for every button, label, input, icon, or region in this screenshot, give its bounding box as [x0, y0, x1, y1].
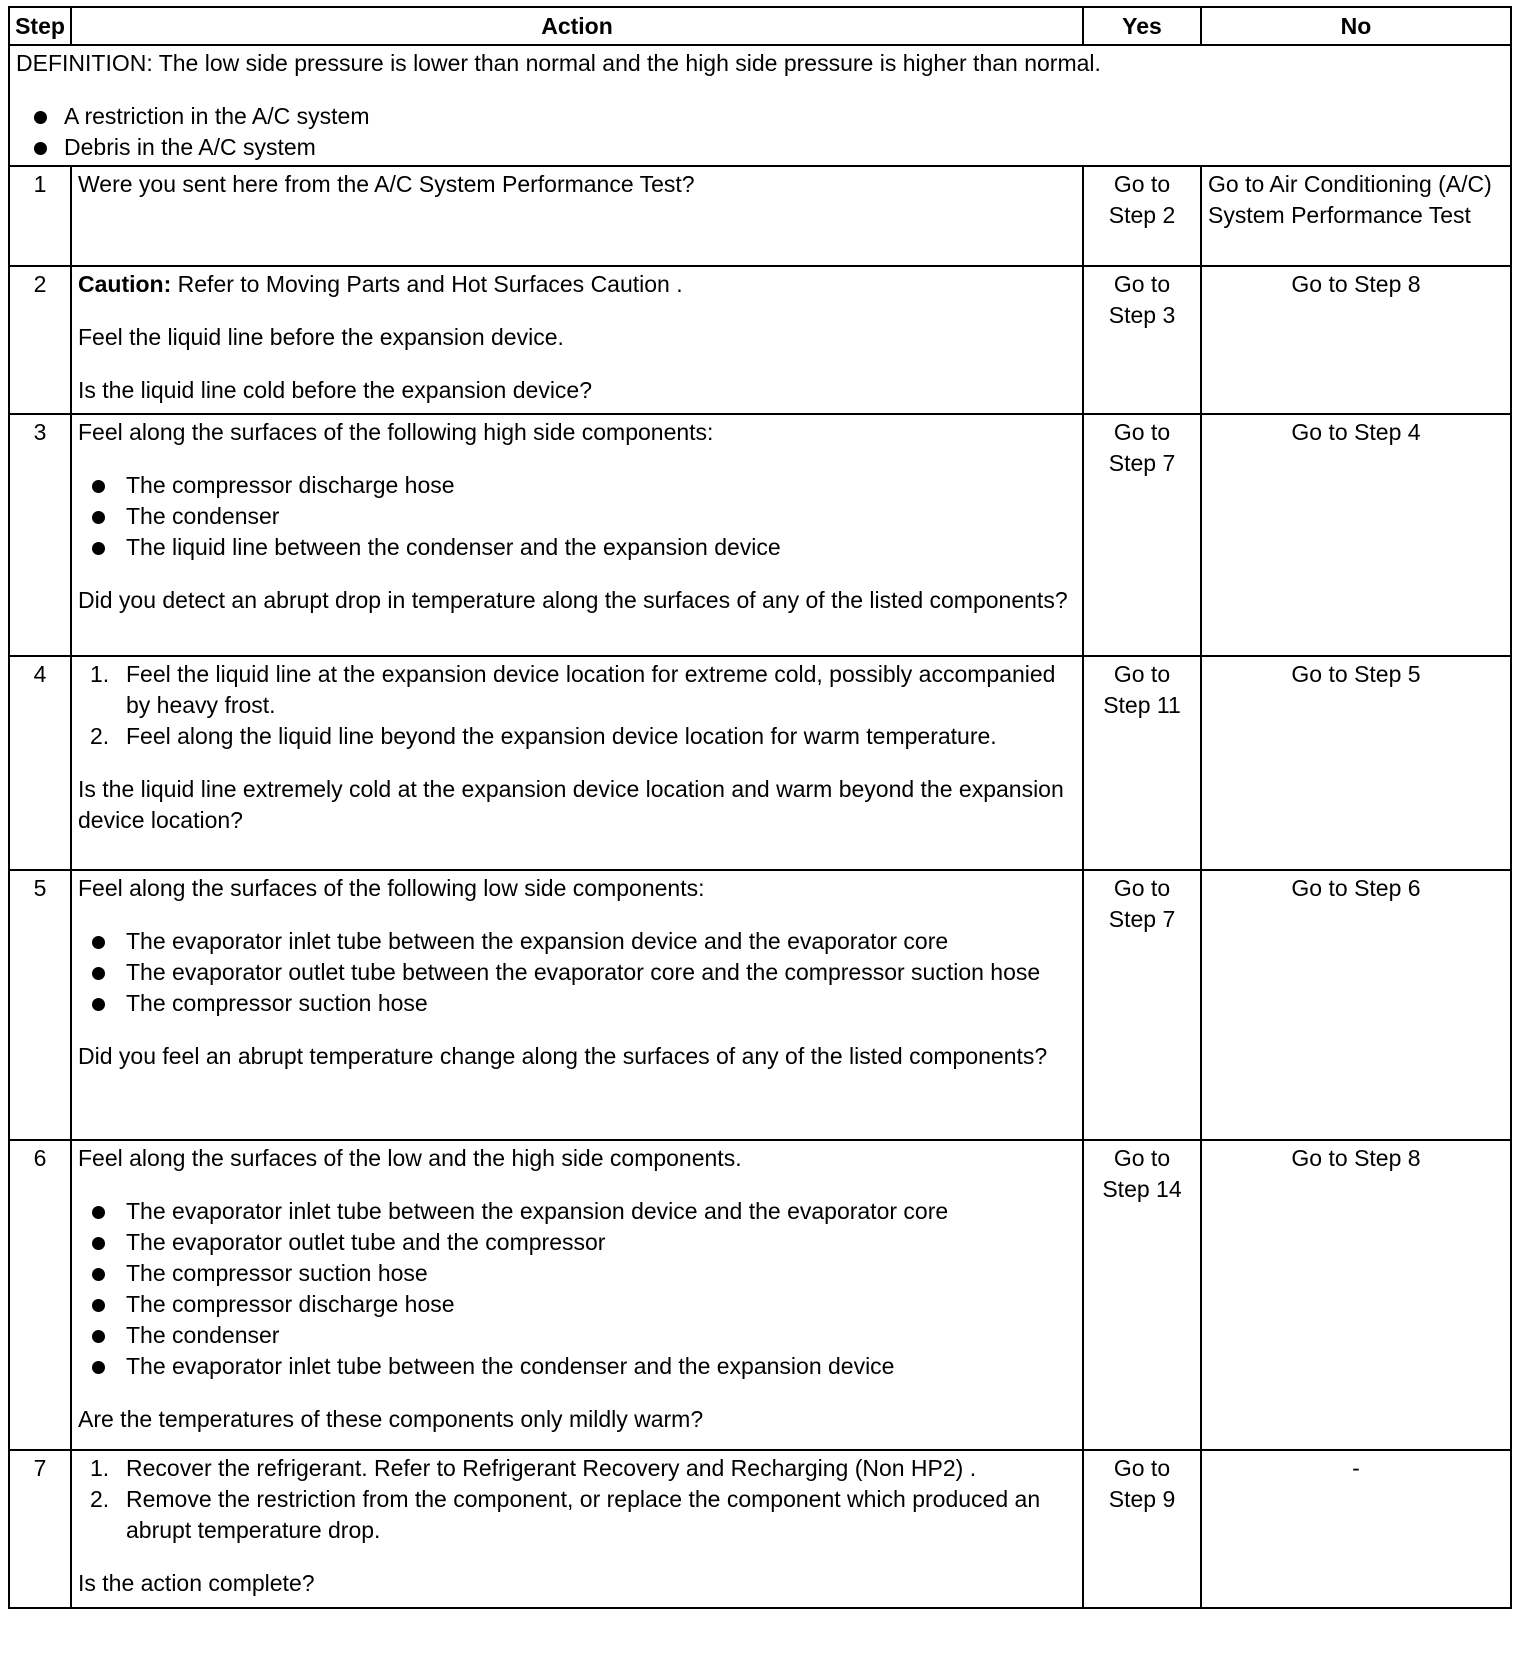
list-item: The evaporator outlet tube and the compressor: [78, 1227, 1076, 1258]
yes-cell: Go to Step 9: [1083, 1450, 1201, 1608]
list-item: 2. Feel along the liquid line beyond the expansion device location for warm temperature.: [90, 723, 997, 749]
list-item: The compressor discharge hose: [78, 470, 1076, 501]
header-action: Action: [71, 7, 1083, 45]
question-text: Did you detect an abrupt drop in temperature along the surfaces of any of the listed components?: [78, 587, 1068, 613]
table-row: [9, 656, 1511, 870]
component-list: [78, 1196, 1076, 1382]
action-cell: [71, 1140, 1083, 1450]
list-item: The evaporator inlet tube between the expansion device and the evaporator core: [78, 926, 1076, 957]
table-row: [9, 870, 1511, 1140]
step-number: 7: [9, 1450, 71, 1608]
action-cell: [71, 1450, 1083, 1608]
step-number: 6: [9, 1140, 71, 1450]
step-number: 3: [9, 414, 71, 656]
no-cell: Go to Step 6: [1201, 870, 1511, 1140]
step-number: 5: [9, 870, 71, 1140]
list-item: The compressor discharge hose: [78, 1289, 1076, 1320]
step-number: 2: [9, 266, 71, 414]
intro-text: Feel along the surfaces of the following high side components:: [78, 419, 714, 445]
intro-text: Feel along the surfaces of the low and the high side components.: [78, 1145, 742, 1171]
no-cell: Go to Step 8: [1201, 1140, 1511, 1450]
yes-cell: Go to Step 11: [1083, 656, 1201, 870]
intro-text: Feel along the surfaces of the following low side components:: [78, 875, 705, 901]
header-row: [9, 7, 1511, 45]
table-row: [9, 166, 1511, 266]
definition-row: [9, 45, 1511, 166]
procedure-list: [78, 1453, 1076, 1546]
diagnostic-table-container: [8, 6, 1510, 1609]
yes-cell: Go to Step 7: [1083, 870, 1201, 1140]
action-cell: [71, 166, 1083, 266]
no-cell: Go to Step 4: [1201, 414, 1511, 656]
yes-cell: Go to Step 2: [1083, 166, 1201, 266]
step-number: 4: [9, 656, 71, 870]
list-item: The compressor suction hose: [78, 1258, 1076, 1289]
step-number: 1: [9, 166, 71, 266]
list-item: The liquid line between the condenser and the expansion device: [78, 532, 1076, 563]
no-cell: -: [1201, 1450, 1511, 1608]
caution-label: Caution:: [78, 271, 172, 297]
list-item: A restriction in the A/C system: [16, 101, 1504, 132]
yes-cell: Go to Step 3: [1083, 266, 1201, 414]
question-text: Are the temperatures of these components only mildly warm?: [78, 1406, 704, 1432]
action-cell: [71, 870, 1083, 1140]
action-cell: [71, 266, 1083, 414]
definition-list: [16, 101, 1504, 163]
list-item: The evaporator inlet tube between the expansion device and the evaporator core: [78, 1196, 1076, 1227]
instruction-text: Feel the liquid line before the expansion device.: [78, 324, 564, 350]
header-step: Step: [9, 7, 71, 45]
yes-cell: Go to Step 7: [1083, 414, 1201, 656]
question-text: Did you feel an abrupt temperature change along the surfaces of any of the listed components?: [78, 1043, 1048, 1069]
list-item: The evaporator outlet tube between the evaporator core and the compressor suction hose: [78, 957, 1076, 988]
component-list: [78, 926, 1076, 1019]
list-item: The condenser: [78, 501, 1076, 532]
question-text: Were you sent here from the A/C System Performance Test?: [78, 171, 695, 197]
list-item: Debris in the A/C system: [16, 132, 1504, 163]
question-text: Is the liquid line extremely cold at the expansion device location and warm beyond the expansion device location?: [78, 776, 1064, 833]
header-yes: Yes: [1083, 7, 1201, 45]
table-row: [9, 1450, 1511, 1608]
no-cell: Go to Step 5: [1201, 656, 1511, 870]
yes-cell: Go to Step 14: [1083, 1140, 1201, 1450]
caution-reference: Refer to Moving Parts and Hot Surfaces Caution .: [171, 271, 683, 297]
table-row: [9, 266, 1511, 414]
diagnostic-table: [8, 6, 1512, 1609]
question-text: Is the liquid line cold before the expansion device?: [78, 377, 593, 403]
definition-text: DEFINITION: The low side pressure is lower than normal and the high side pressure is higher than normal.: [16, 50, 1101, 76]
list-item: 1. Recover the refrigerant. Refer to Refrigerant Recovery and Recharging (Non HP2) .: [90, 1455, 977, 1481]
component-list: [78, 470, 1076, 563]
list-item: 2. Remove the restriction from the component, or replace the component which produced an abrupt temperature drop.: [90, 1486, 1041, 1543]
list-item: The compressor suction hose: [78, 988, 1076, 1019]
procedure-list: [78, 659, 1076, 752]
question-text: Is the action complete?: [78, 1570, 315, 1596]
caution-text: [78, 269, 1076, 300]
list-item: The condenser: [78, 1320, 1076, 1351]
action-cell: [71, 414, 1083, 656]
table-row: [9, 1140, 1511, 1450]
table-row: [9, 414, 1511, 656]
action-cell: [71, 656, 1083, 870]
list-item: 1. Feel the liquid line at the expansion device location for extreme cold, possibly accompanied by heavy frost.: [90, 661, 1056, 718]
no-cell: Go to Step 8: [1201, 266, 1511, 414]
header-no: No: [1201, 7, 1511, 45]
no-cell: Go to Air Conditioning (A/C) System Performance Test: [1201, 166, 1511, 266]
list-item: The evaporator inlet tube between the condenser and the expansion device: [78, 1351, 1076, 1382]
definition-cell: [9, 45, 1511, 166]
